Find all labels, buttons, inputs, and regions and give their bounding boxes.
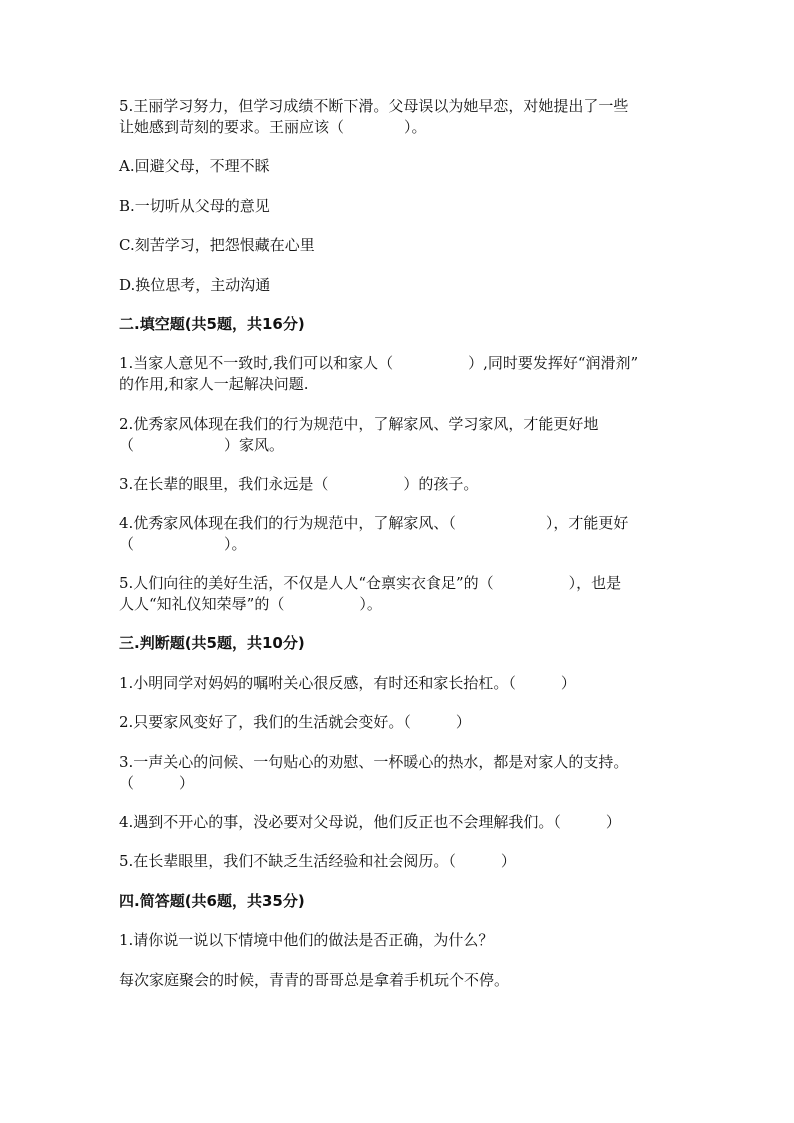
tf-q2: 2.只要家风变好了，我们的生活就会变好。（ ） (119, 713, 471, 731)
tf-q1: 1.小明同学对妈妈的嘱咐关心很反感，有时还和家长抬杠。（ ） (119, 674, 576, 692)
tf-q4: 4.遇到不开心的事，没必要对父母说，他们反正也不会理解我们。（ ） (119, 813, 621, 831)
option-d: D.换位思考，主动沟通 (119, 276, 271, 294)
fill-q3-line-1: 3.在长辈的眼里，我们永远是（ ）的孩子。 (119, 475, 479, 493)
fill-q5-line-1: 5.人们向往的美好生活，不仅是人人“仓禀实衣食足”的（ ），也是 (119, 574, 622, 592)
tf-q3-line-2: （ ） (119, 774, 195, 792)
option-c: C.刻苦学习，把怨恨藏在心里 (119, 236, 315, 254)
option-a: A.回避父母，不理不睬 (119, 157, 270, 175)
tf-q3-line-1: 3.一声关心的问候、一句贴心的劝慰、一杯暖心的热水，都是对家人的支持。 (119, 753, 629, 771)
option-b: B.一切听从父母的意见 (119, 197, 270, 215)
fill-q2-line-2: （ ）家风。 (119, 436, 285, 454)
fill-q2-line-1: 2.优秀家风体现在我们的行为规范中，了解家风、学习家风，才能更好地 (119, 415, 599, 433)
fill-q5-line-2: 人人“知礼仪知荣辱”的（ ）。 (119, 595, 382, 613)
section-heading-short-answer: 四.简答题(共6题，共35分) (119, 892, 305, 910)
section-heading-fill-blank: 二.填空题(共5题，共16分) (119, 315, 305, 333)
fill-q1-line-2: 的作用,和家人一起解决问题. (119, 375, 309, 393)
tf-q5: 5.在长辈眼里，我们不缺乏生活经验和社会阅历。（ ） (119, 852, 516, 870)
question-5-text-line-1: 5.王丽学习努力，但学习成绩不断下滑。父母误以为她早恋，对她提出了一些 (119, 97, 629, 115)
fill-q4-line-2: （ ）。 (119, 535, 247, 553)
section-heading-true-false: 三.判断题(共5题，共10分) (119, 634, 305, 652)
sa-q1: 1.请你说一说以下情境中他们的做法是否正确，为什么？ (119, 931, 494, 949)
fill-q1-line-1: 1.当家人意见不一致时,我们可以和家人（ ）,同时要发挥好“润滑剂” (119, 354, 639, 372)
sa-q1-scenario: 每次家庭聚会的时候，青青的哥哥总是拿着手机玩个不停。 (119, 971, 510, 989)
fill-q4-line-1: 4.优秀家风体现在我们的行为规范中，了解家风、（ ），才能更好 (119, 514, 629, 532)
question-5-text-line-2: 让她感到苛刻的要求。王丽应该（ ）。 (119, 118, 427, 136)
